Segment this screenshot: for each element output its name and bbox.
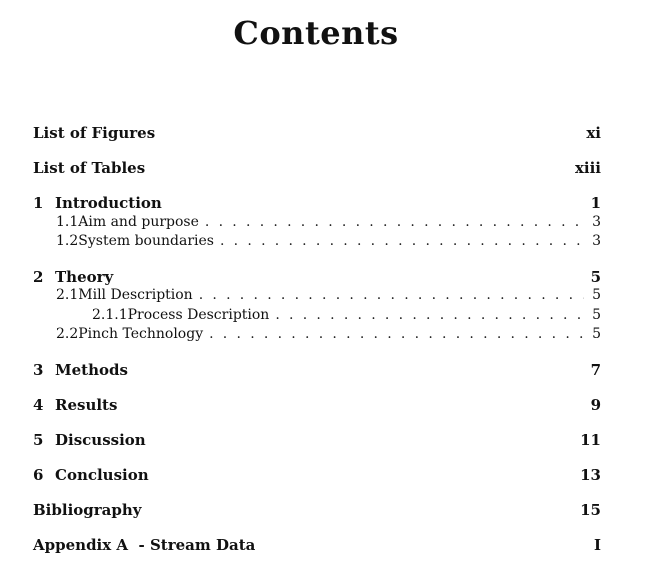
toc-page: 9 bbox=[590, 396, 601, 414]
toc-label: Introduction bbox=[55, 194, 162, 212]
toc-entry-list-of-figures[interactable] bbox=[33, 124, 601, 144]
toc-label: List of Figures bbox=[33, 124, 156, 142]
toc-page: 1 bbox=[590, 194, 601, 212]
toc-number: 4 bbox=[33, 396, 44, 414]
toc-page: 5 bbox=[592, 326, 601, 342]
toc-label: Methods bbox=[55, 361, 128, 379]
toc-chapter-1[interactable] bbox=[33, 194, 601, 214]
page-title: Contents bbox=[233, 14, 399, 52]
toc-label: Bibliography bbox=[33, 501, 142, 519]
toc-number: 2.1.1 bbox=[92, 307, 128, 323]
toc-label: Mill Description bbox=[78, 287, 193, 303]
toc-number: 1.1 bbox=[56, 214, 79, 230]
toc-label: Results bbox=[55, 396, 118, 414]
toc-chapter-5[interactable] bbox=[33, 431, 601, 451]
toc-number: 6 bbox=[33, 466, 44, 484]
toc-page: 7 bbox=[590, 361, 601, 379]
toc-page: 13 bbox=[580, 466, 601, 484]
dot-leader bbox=[220, 233, 584, 249]
toc-page: 15 bbox=[580, 501, 601, 519]
toc-label: Discussion bbox=[55, 431, 146, 449]
dot-leader bbox=[205, 214, 584, 230]
toc-chapter-6[interactable] bbox=[33, 466, 601, 486]
toc-entry-bibliography[interactable] bbox=[33, 501, 601, 521]
toc-label: Process Description bbox=[127, 307, 270, 323]
toc-subsection-2-1-1[interactable] bbox=[92, 307, 601, 327]
toc-label: List of Tables bbox=[33, 159, 146, 177]
toc-page: xi bbox=[586, 124, 601, 142]
toc-section-2-1[interactable] bbox=[56, 287, 601, 307]
toc-chapter-3[interactable] bbox=[33, 361, 601, 381]
dot-leader bbox=[275, 307, 584, 323]
toc-page: 3 bbox=[592, 233, 601, 249]
toc-chapter-4[interactable] bbox=[33, 396, 601, 416]
toc-number: 3 bbox=[33, 361, 44, 379]
toc-number: 2 bbox=[33, 268, 44, 286]
toc-entry-appendix-a[interactable] bbox=[33, 536, 601, 556]
toc-chapter-2[interactable] bbox=[33, 268, 601, 288]
toc-label: Aim and purpose bbox=[78, 214, 199, 230]
toc-section-1-1[interactable] bbox=[56, 214, 601, 234]
toc-number: 1 bbox=[33, 194, 44, 212]
toc-number: 5 bbox=[33, 431, 44, 449]
toc-number: 2.1 bbox=[56, 287, 79, 303]
toc-page: xiii bbox=[574, 159, 601, 177]
toc-page: 5 bbox=[592, 307, 601, 323]
dot-leader bbox=[199, 287, 584, 303]
toc-label: System boundaries bbox=[78, 233, 214, 249]
toc-label: Theory bbox=[55, 268, 114, 286]
toc-page: 5 bbox=[590, 268, 601, 286]
toc-number: 2.2 bbox=[56, 326, 79, 342]
toc-label: Conclusion bbox=[55, 466, 149, 484]
toc-section-2-2[interactable] bbox=[56, 326, 601, 346]
toc-page: 11 bbox=[580, 431, 601, 449]
toc-label: Appendix A - Stream Data bbox=[33, 536, 256, 554]
toc-section-1-2[interactable] bbox=[56, 233, 601, 253]
toc-page: 3 bbox=[592, 214, 601, 230]
toc-page: I bbox=[593, 536, 601, 554]
toc-number: 1.2 bbox=[56, 233, 79, 249]
toc-entry-list-of-tables[interactable] bbox=[33, 159, 601, 179]
dot-leader bbox=[209, 326, 584, 342]
toc-label: Pinch Technology bbox=[78, 326, 204, 342]
toc-page: 5 bbox=[592, 287, 601, 303]
